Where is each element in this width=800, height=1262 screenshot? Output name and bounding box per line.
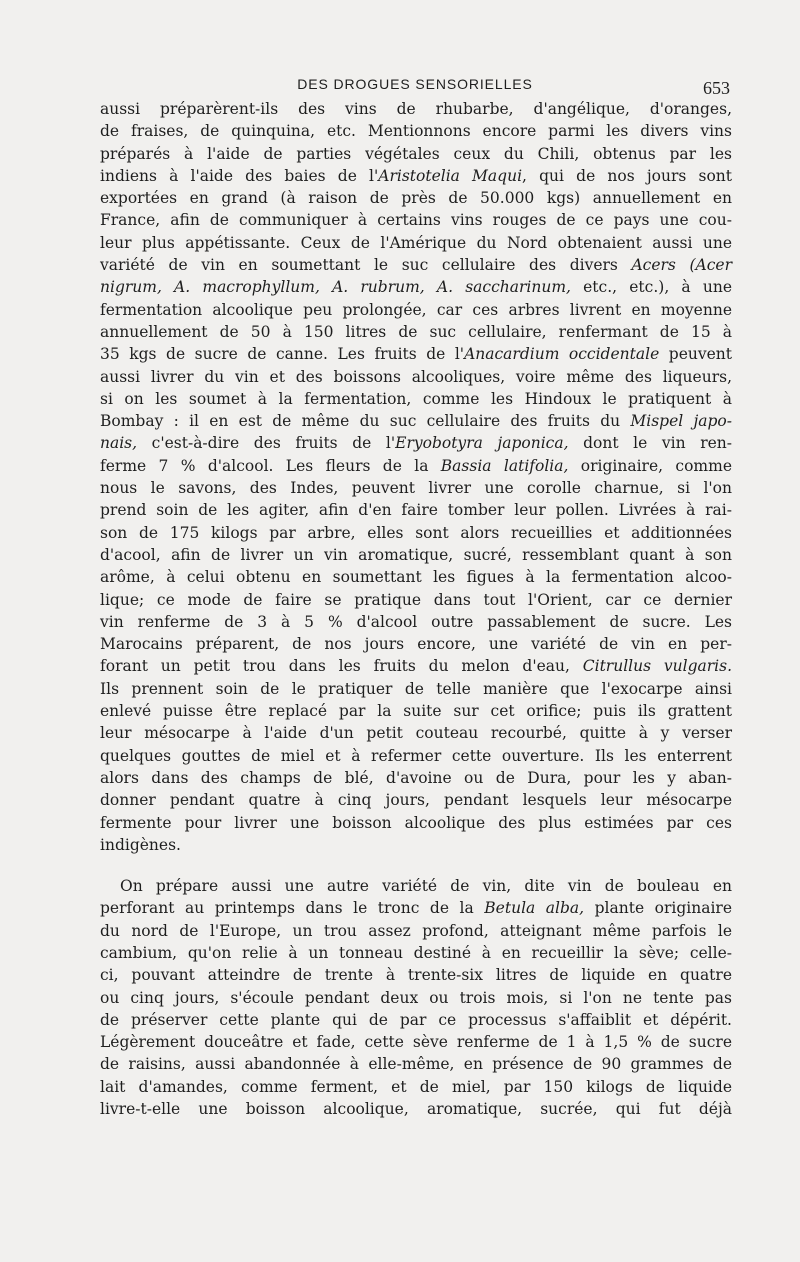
body-text — [100, 98, 732, 1120]
text-line: forant un petit trou dans les fruits du melon d'eau, Citrullus vulgaris. — [100, 657, 733, 676]
text-line: d'acool, afin de livrer un vin aromatique, sucré, ressemblant quant à son — [100, 545, 732, 564]
text-line: On prépare aussi une autre variété de vin, dite vin de bouleau en — [120, 877, 732, 896]
text-line: leur plus appétissante. Ceux de l'Amérique du Nord obtenaient aussi une — [100, 233, 732, 252]
paragraph-2 — [100, 875, 732, 1120]
text-line: ou cinq jours, s'écoule pendant deux ou trois mois, si l'on ne tente pas — [100, 988, 732, 1007]
text-line: alors dans des champs de blé, d'avoine ou de Dura, pour les y aban- — [100, 768, 732, 787]
text-line: vin renferme de 3 à 5 % d'alcool outre passablement de sucre. Les — [100, 612, 732, 631]
text-line: perforant au printemps dans le tronc de la Betula alba, plante originaire — [100, 899, 732, 918]
text-line: lait d'amandes, comme ferment, et de miel, par 150 kilogs de liquide — [100, 1077, 732, 1096]
text-line: leur mésocarpe à l'aide d'un petit couteau recourbé, quitte à y verser — [100, 724, 732, 743]
text-line: indiens à l'aide des baies de l'Aristotelia Maqui, qui de nos jours sont — [100, 166, 732, 185]
text-line: Marocains préparent, de nos jours encore, une variété de vin en per- — [100, 635, 732, 654]
text-line: si on les soumet à la fermentation, comme les Hindoux le pratiquent à — [100, 389, 732, 408]
text-line: France, afin de communiquer à certains vins rouges de ce pays une cou- — [100, 211, 732, 230]
text-line: ci, pouvant atteindre de trente à trente-six litres de liquide en quatre — [100, 966, 732, 985]
text-line: nigrum, A. macrophyllum, A. rubrum, A. saccharinum, etc., etc.), à une — [100, 278, 732, 297]
running-head — [100, 72, 730, 96]
text-line: Ils prennent soin de le pratiquer de telle manière que l'exocarpe ainsi — [100, 679, 732, 698]
running-title: DES DROGUES SENSORIELLES — [297, 76, 533, 92]
text-line: Légèrement douceâtre et fade, cette sève renferme de 1 à 1,5 % de sucre — [100, 1033, 732, 1052]
text-line: exportées en grand (à raison de près de 50.000 kgs) annuellement en — [100, 189, 732, 208]
text-line: variété de vin en soumettant le suc cellulaire des divers Acers (Acer — [100, 256, 732, 275]
text-line: de fraises, de quinquina, etc. Mentionnons encore parmi les divers vins — [100, 122, 732, 141]
text-line: prend soin de les agiter, afin d'en faire tomber leur pollen. Livrées à rai- — [100, 501, 732, 520]
text-line: lique; ce mode de faire se pratique dans tout l'Orient, car ce dernier — [100, 590, 732, 609]
text-line: fermente pour livrer une boisson alcoolique des plus estimées par ces — [100, 813, 732, 832]
text-line: de raisins, aussi abandonnée à elle-même, en présence de 90 grammes de — [100, 1055, 732, 1074]
text-line: indigènes. — [100, 835, 181, 854]
text-line: quelques gouttes de miel et à refermer cette ouverture. Ils les enterrent — [100, 746, 732, 765]
page-number: 653 — [703, 78, 730, 98]
text-line: préparés à l'aide de parties végétales ceux du Chili, obtenus par les — [100, 144, 732, 163]
text-line: ferme 7 % d'alcool. Les fleurs de la Bassia latifolia, originaire, comme — [100, 456, 732, 475]
text-line: annuellement de 50 à 150 litres de suc cellulaire, renfermant de 15 à — [100, 322, 732, 341]
text-line: Bombay : il en est de même du suc cellulaire des fruits du Mispel japo- — [100, 412, 732, 431]
text-line: nous le savons, des Indes, peuvent livrer une corolle charnue, si l'on — [100, 479, 732, 498]
paragraph-gap — [100, 856, 732, 875]
text-line: arôme, à celui obtenu en soumettant les figues à la fermentation alcoo- — [100, 568, 732, 587]
text-line: son de 175 kilogs par arbre, elles sont alors recueillies et additionnées — [100, 523, 732, 542]
text-line: aussi livrer du vin et des boissons alcooliques, voire même des liqueurs, — [100, 367, 732, 386]
text-line: nais, c'est-à-dire des fruits de l'Eryobotyra japonica, dont le vin ren- — [100, 434, 732, 453]
text-line: du nord de l'Europe, un trou assez profond, atteignant même parfois le — [100, 921, 732, 940]
text-line: enlevé puisse être replacé par la suite sur cet orifice; puis ils grattent — [100, 702, 732, 721]
text-line: de préserver cette plante qui de par ce processus s'affaiblit et dépérit. — [100, 1010, 732, 1029]
text-line: 35 kgs de sucre de canne. Les fruits de l'Anacardium occidentale peuvent — [100, 345, 732, 364]
text-line: cambium, qu'on relie à un tonneau destiné à en recueillir la sève; celle- — [100, 943, 732, 962]
text-line: aussi préparèrent-ils des vins de rhubarbe, d'angélique, d'oranges, — [100, 100, 732, 118]
paragraph-1 — [100, 98, 732, 856]
text-line: fermentation alcoolique peu prolongée, car ces arbres livrent en moyenne — [100, 300, 732, 319]
text-line: livre-t-elle une boisson alcoolique, aromatique, sucrée, qui fut déjà — [100, 1100, 732, 1119]
text-line: donner pendant quatre à cinq jours, pendant lesquels leur mésocarpe — [100, 791, 732, 810]
